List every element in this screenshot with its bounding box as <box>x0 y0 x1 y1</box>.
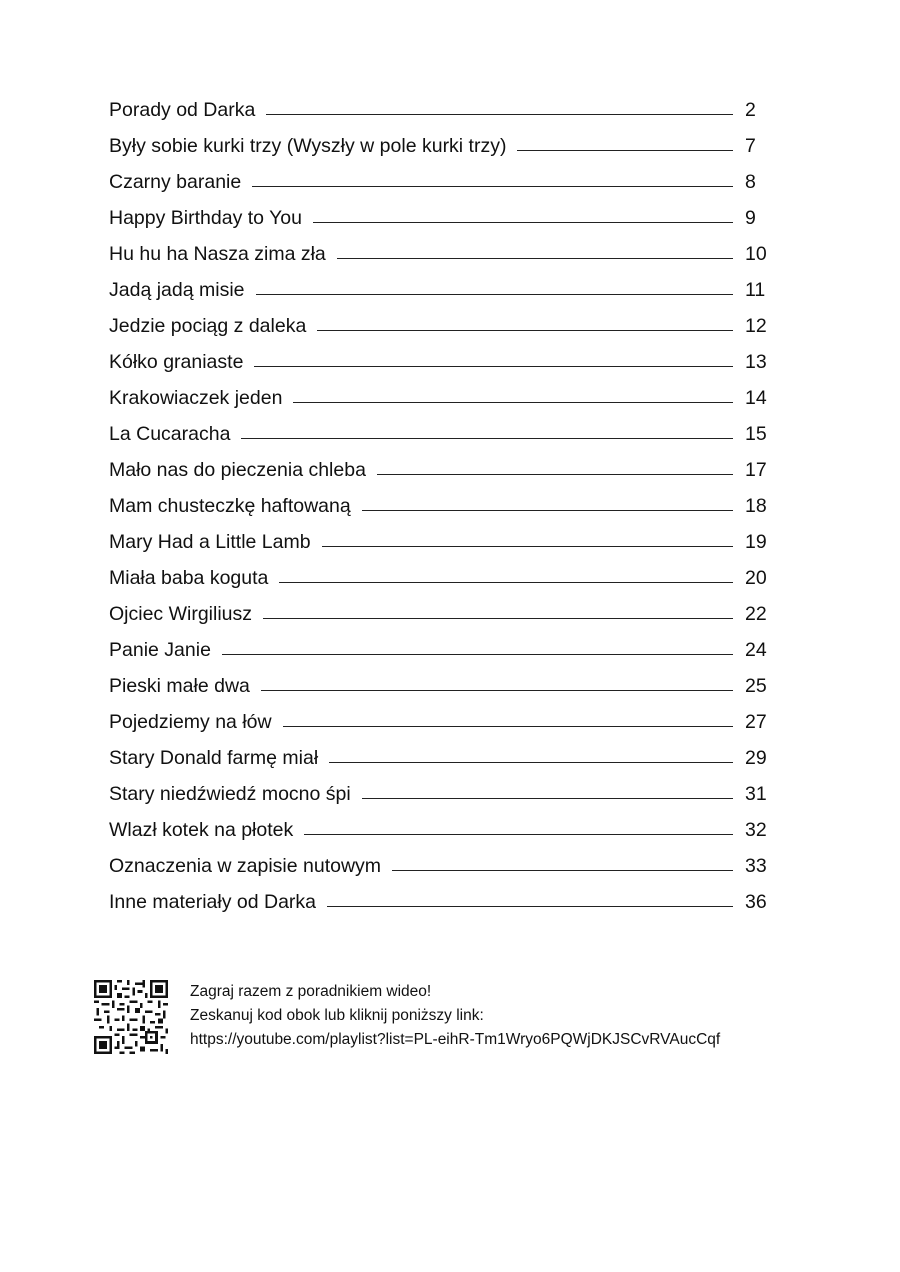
video-guide-text <box>190 980 720 1052</box>
dotted-leader <box>362 798 733 799</box>
toc-entry-title[interactable]: Pieski małe dwa <box>109 675 250 697</box>
toc-entry-title[interactable]: Pojedziemy na łów <box>109 711 272 733</box>
toc-entry[interactable] <box>109 194 769 230</box>
toc-entry-page: 22 <box>745 603 767 625</box>
toc-entry-page: 11 <box>745 279 766 301</box>
toc-entry-title[interactable]: Były sobie kurki trzy (Wyszły w pole kurki trzy) <box>109 135 507 157</box>
toc-entry-title[interactable]: Stary niedźwiedź mocno śpi <box>109 783 351 805</box>
toc-entry[interactable] <box>109 122 769 158</box>
toc-entry[interactable] <box>109 266 769 302</box>
dotted-leader <box>254 366 733 367</box>
dotted-leader <box>283 726 733 727</box>
toc-entry[interactable] <box>109 86 769 122</box>
toc-entry-title[interactable]: Miała baba koguta <box>109 567 269 589</box>
playlist-link[interactable]: https://youtube.com/playlist?list=PL-eihR-Tm1Wryo6PQWjDKJSCvRVAucCqf <box>190 1031 721 1048</box>
toc-entry-page: 32 <box>745 819 767 841</box>
toc-entry-page: 10 <box>745 243 767 265</box>
dotted-leader <box>362 510 733 511</box>
dotted-leader <box>261 690 733 691</box>
toc-entry-title[interactable]: Jadą jadą misie <box>109 279 245 301</box>
toc-entry[interactable] <box>109 482 769 518</box>
toc-entry-page: 9 <box>745 207 756 229</box>
dotted-leader <box>256 294 734 295</box>
toc-entry-page: 25 <box>745 675 767 697</box>
dotted-leader <box>304 834 733 835</box>
toc-entry-title[interactable]: Happy Birthday to You <box>109 207 302 229</box>
toc-entry[interactable] <box>109 518 769 554</box>
toc-entry-page: 31 <box>745 783 767 805</box>
qr-code-icon[interactable] <box>90 980 172 1054</box>
toc-entry-page: 20 <box>745 567 767 589</box>
toc-entry[interactable] <box>109 698 769 734</box>
toc-entry-page: 8 <box>745 171 756 193</box>
toc-entry[interactable] <box>109 302 769 338</box>
toc-entry-title[interactable]: Krakowiaczek jeden <box>109 387 283 409</box>
toc-entry-page: 19 <box>745 531 767 553</box>
toc-entry-title[interactable]: Czarny baranie <box>109 171 242 193</box>
dotted-leader <box>329 762 733 763</box>
dotted-leader <box>327 906 733 907</box>
toc-entry-page: 24 <box>745 639 767 661</box>
dotted-leader <box>263 618 733 619</box>
toc-entry-title[interactable]: Porady od Darka <box>109 99 256 121</box>
dotted-leader <box>337 258 733 259</box>
video-guide-instruction: Zeskanuj kod obok lub kliknij poniższy link: <box>190 1007 484 1024</box>
toc-entry-title[interactable]: Wlazł kotek na płotek <box>109 819 294 841</box>
toc-entry[interactable] <box>109 230 769 266</box>
toc-entry[interactable] <box>109 842 769 878</box>
toc-entry-title[interactable]: Mary Had a Little Lamb <box>109 531 311 553</box>
toc-entry-title[interactable]: Panie Janie <box>109 639 211 661</box>
dotted-leader <box>279 582 733 583</box>
toc-entry-title[interactable]: Mam chusteczkę haftowaną <box>109 495 351 517</box>
toc-entry[interactable] <box>109 446 769 482</box>
toc-entry-page: 12 <box>745 315 767 337</box>
toc-entry-page: 17 <box>745 459 767 481</box>
toc-entry[interactable] <box>109 770 769 806</box>
toc-entry[interactable] <box>109 554 769 590</box>
toc-entry-page: 18 <box>745 495 767 517</box>
dotted-leader <box>322 546 733 547</box>
toc-entry-title[interactable]: Stary Donald farmę miał <box>109 747 319 769</box>
dotted-leader <box>377 474 733 475</box>
dotted-leader <box>317 330 733 331</box>
toc-entry[interactable] <box>109 662 769 698</box>
toc-entry-page: 29 <box>745 747 767 769</box>
toc-entry-page: 36 <box>745 891 767 913</box>
toc-entry-title[interactable]: Hu hu ha Nasza zima zła <box>109 243 326 265</box>
toc-entry-title[interactable]: Ojciec Wirgiliusz <box>109 603 253 625</box>
toc-entry-title[interactable]: Oznaczenia w zapisie nutowym <box>109 855 382 877</box>
toc-entry-title[interactable]: Kółko graniaste <box>109 351 244 373</box>
dotted-leader <box>252 186 733 187</box>
dotted-leader <box>517 150 733 151</box>
dotted-leader <box>241 438 733 439</box>
toc-entry[interactable] <box>109 374 769 410</box>
toc-entry[interactable] <box>109 806 769 842</box>
dotted-leader <box>222 654 733 655</box>
toc-entry-page: 27 <box>745 711 767 733</box>
toc-entry-page: 2 <box>745 99 756 121</box>
toc-entry[interactable] <box>109 410 769 446</box>
toc-entry-title[interactable]: Mało nas do pieczenia chleba <box>109 459 366 481</box>
table-of-contents <box>109 86 769 914</box>
dotted-leader <box>392 870 733 871</box>
toc-entry-title[interactable]: Inne materiały od Darka <box>109 891 317 913</box>
toc-entry-page: 15 <box>745 423 767 445</box>
dotted-leader <box>313 222 733 223</box>
toc-entry-page: 7 <box>745 135 756 157</box>
toc-entry-page: 13 <box>745 351 767 373</box>
dotted-leader <box>266 114 733 115</box>
toc-entry[interactable] <box>109 158 769 194</box>
toc-entry[interactable] <box>109 338 769 374</box>
dotted-leader <box>293 402 733 403</box>
toc-entry-page: 14 <box>745 387 767 409</box>
toc-entry-title[interactable]: La Cucaracha <box>109 423 231 445</box>
toc-entry[interactable] <box>109 626 769 662</box>
video-guide-section <box>90 980 850 1060</box>
video-guide-heading: Zagraj razem z poradnikiem wideo! <box>190 983 432 1000</box>
toc-entry-title[interactable]: Jedzie pociąg z daleka <box>109 315 307 337</box>
toc-entry[interactable] <box>109 878 769 914</box>
toc-entry-page: 33 <box>745 855 767 877</box>
toc-entry[interactable] <box>109 734 769 770</box>
toc-entry[interactable] <box>109 590 769 626</box>
